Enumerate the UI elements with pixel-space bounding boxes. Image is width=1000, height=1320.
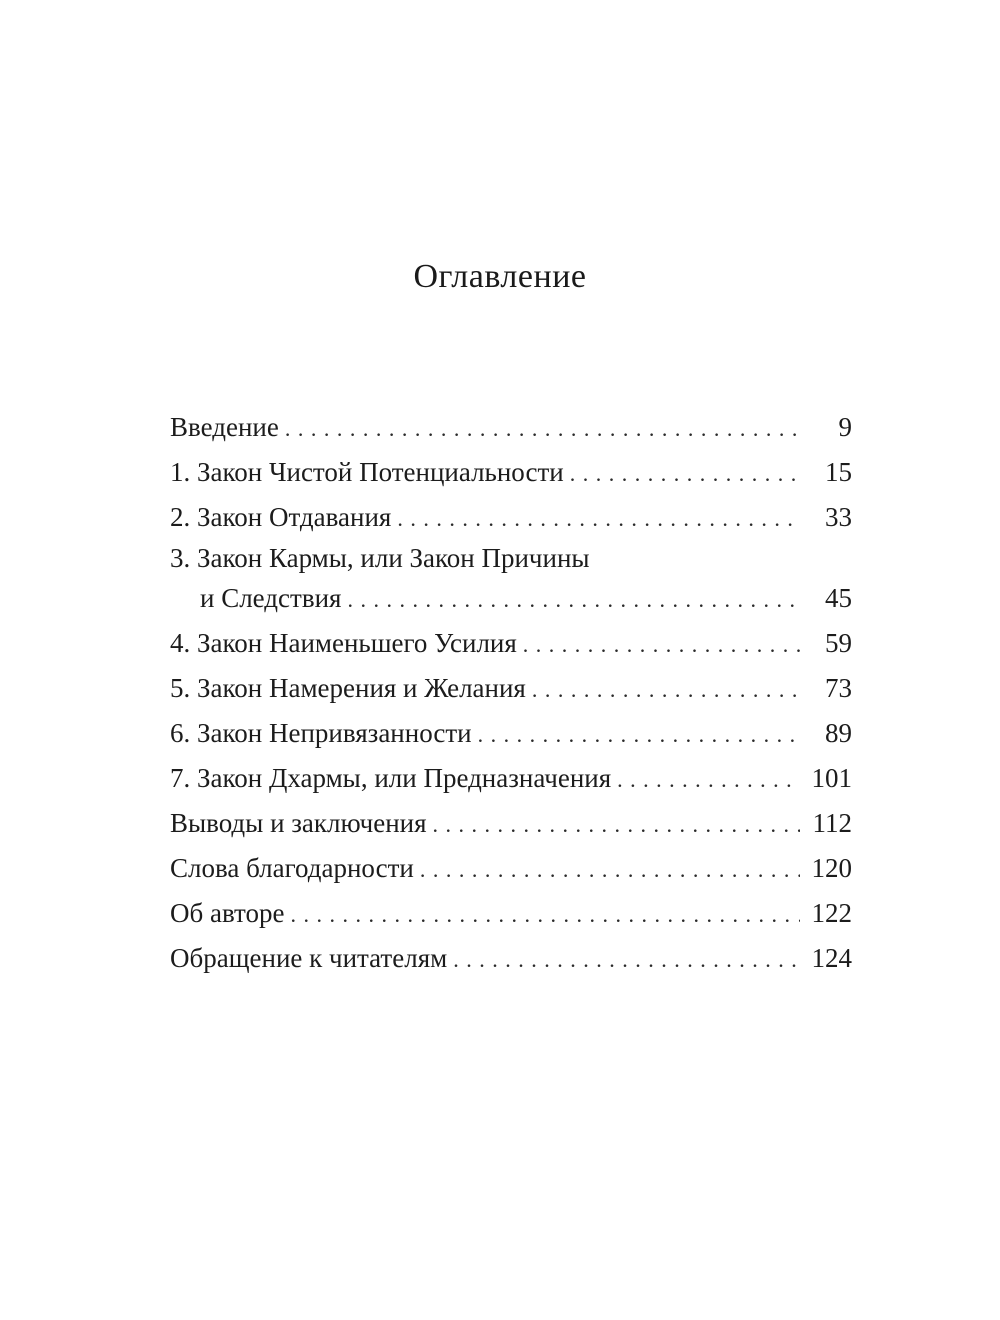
toc-entry-law-7[interactable] — [170, 756, 852, 801]
toc-entry-law-2[interactable] — [170, 495, 852, 540]
toc-entry-label: Об авторе — [170, 898, 285, 928]
toc-entry-page: 9 — [838, 412, 852, 442]
toc-entry-label-line-2: и Следствия — [200, 583, 342, 613]
toc-entry-label: 1. Закон Чистой Потенциальности — [170, 457, 564, 487]
toc-entry-label: 7. Закон Дхармы, или Предназначения — [170, 763, 612, 793]
toc-entry-page: 45 — [825, 583, 852, 613]
toc-entry-page: 59 — [825, 628, 852, 658]
toc-entry-page: 112 — [812, 808, 852, 838]
toc-entry-label: 6. Закон Непривязанности — [170, 718, 472, 748]
toc-entry-page: 33 — [825, 502, 852, 532]
toc-entry-page: 124 — [811, 943, 852, 973]
dot-leader — [453, 937, 799, 982]
toc-entry-introduction[interactable] — [170, 405, 852, 450]
toc-entry-page: 120 — [811, 853, 852, 883]
toc-entry-label: Слова благодарности — [170, 853, 414, 883]
toc-entry-label: 4. Закон Наименьшего Усилия — [170, 628, 517, 658]
toc-entry-label: Обращение к читателям — [170, 943, 448, 973]
dot-leader — [532, 667, 800, 712]
dot-leader — [433, 802, 800, 847]
dot-leader — [347, 577, 800, 622]
toc-entry-page: 122 — [811, 898, 852, 928]
toc-entry-address-to-readers[interactable] — [170, 936, 852, 981]
toc-entry-about-author[interactable] — [170, 891, 852, 936]
dot-leader — [290, 892, 799, 937]
toc-entry-law-1[interactable] — [170, 450, 852, 495]
toc-entry-page: 73 — [825, 673, 852, 703]
toc-entry-label: Выводы и заключения — [170, 808, 427, 838]
dot-leader — [617, 757, 799, 802]
toc-entry-conclusions[interactable] — [170, 801, 852, 846]
toc-entry-page: 15 — [825, 457, 852, 487]
toc-entry-label-line-1: 3. Закон Кармы, или Закон Причины — [170, 543, 590, 573]
toc-entry-label: 5. Закон Намерения и Желания — [170, 673, 526, 703]
dot-leader — [420, 847, 800, 892]
toc-entry-page: 89 — [825, 718, 852, 748]
dot-leader — [523, 622, 800, 667]
dot-leader — [285, 406, 800, 451]
dot-leader — [570, 451, 800, 496]
toc-entry-label: 2. Закон Отдавания — [170, 502, 392, 532]
toc-entry-page: 101 — [811, 763, 852, 793]
dot-leader — [397, 496, 800, 541]
toc-entry-label: Введение — [170, 412, 279, 442]
dot-leader — [478, 712, 800, 757]
toc-entry-law-3[interactable] — [170, 540, 852, 621]
table-of-contents — [170, 405, 852, 981]
page-title: Оглавление — [413, 258, 587, 295]
toc-entry-law-5[interactable] — [170, 666, 852, 711]
toc-entry-law-6[interactable] — [170, 711, 852, 756]
toc-entry-acknowledgements[interactable] — [170, 846, 852, 891]
toc-entry-law-4[interactable] — [170, 621, 852, 666]
